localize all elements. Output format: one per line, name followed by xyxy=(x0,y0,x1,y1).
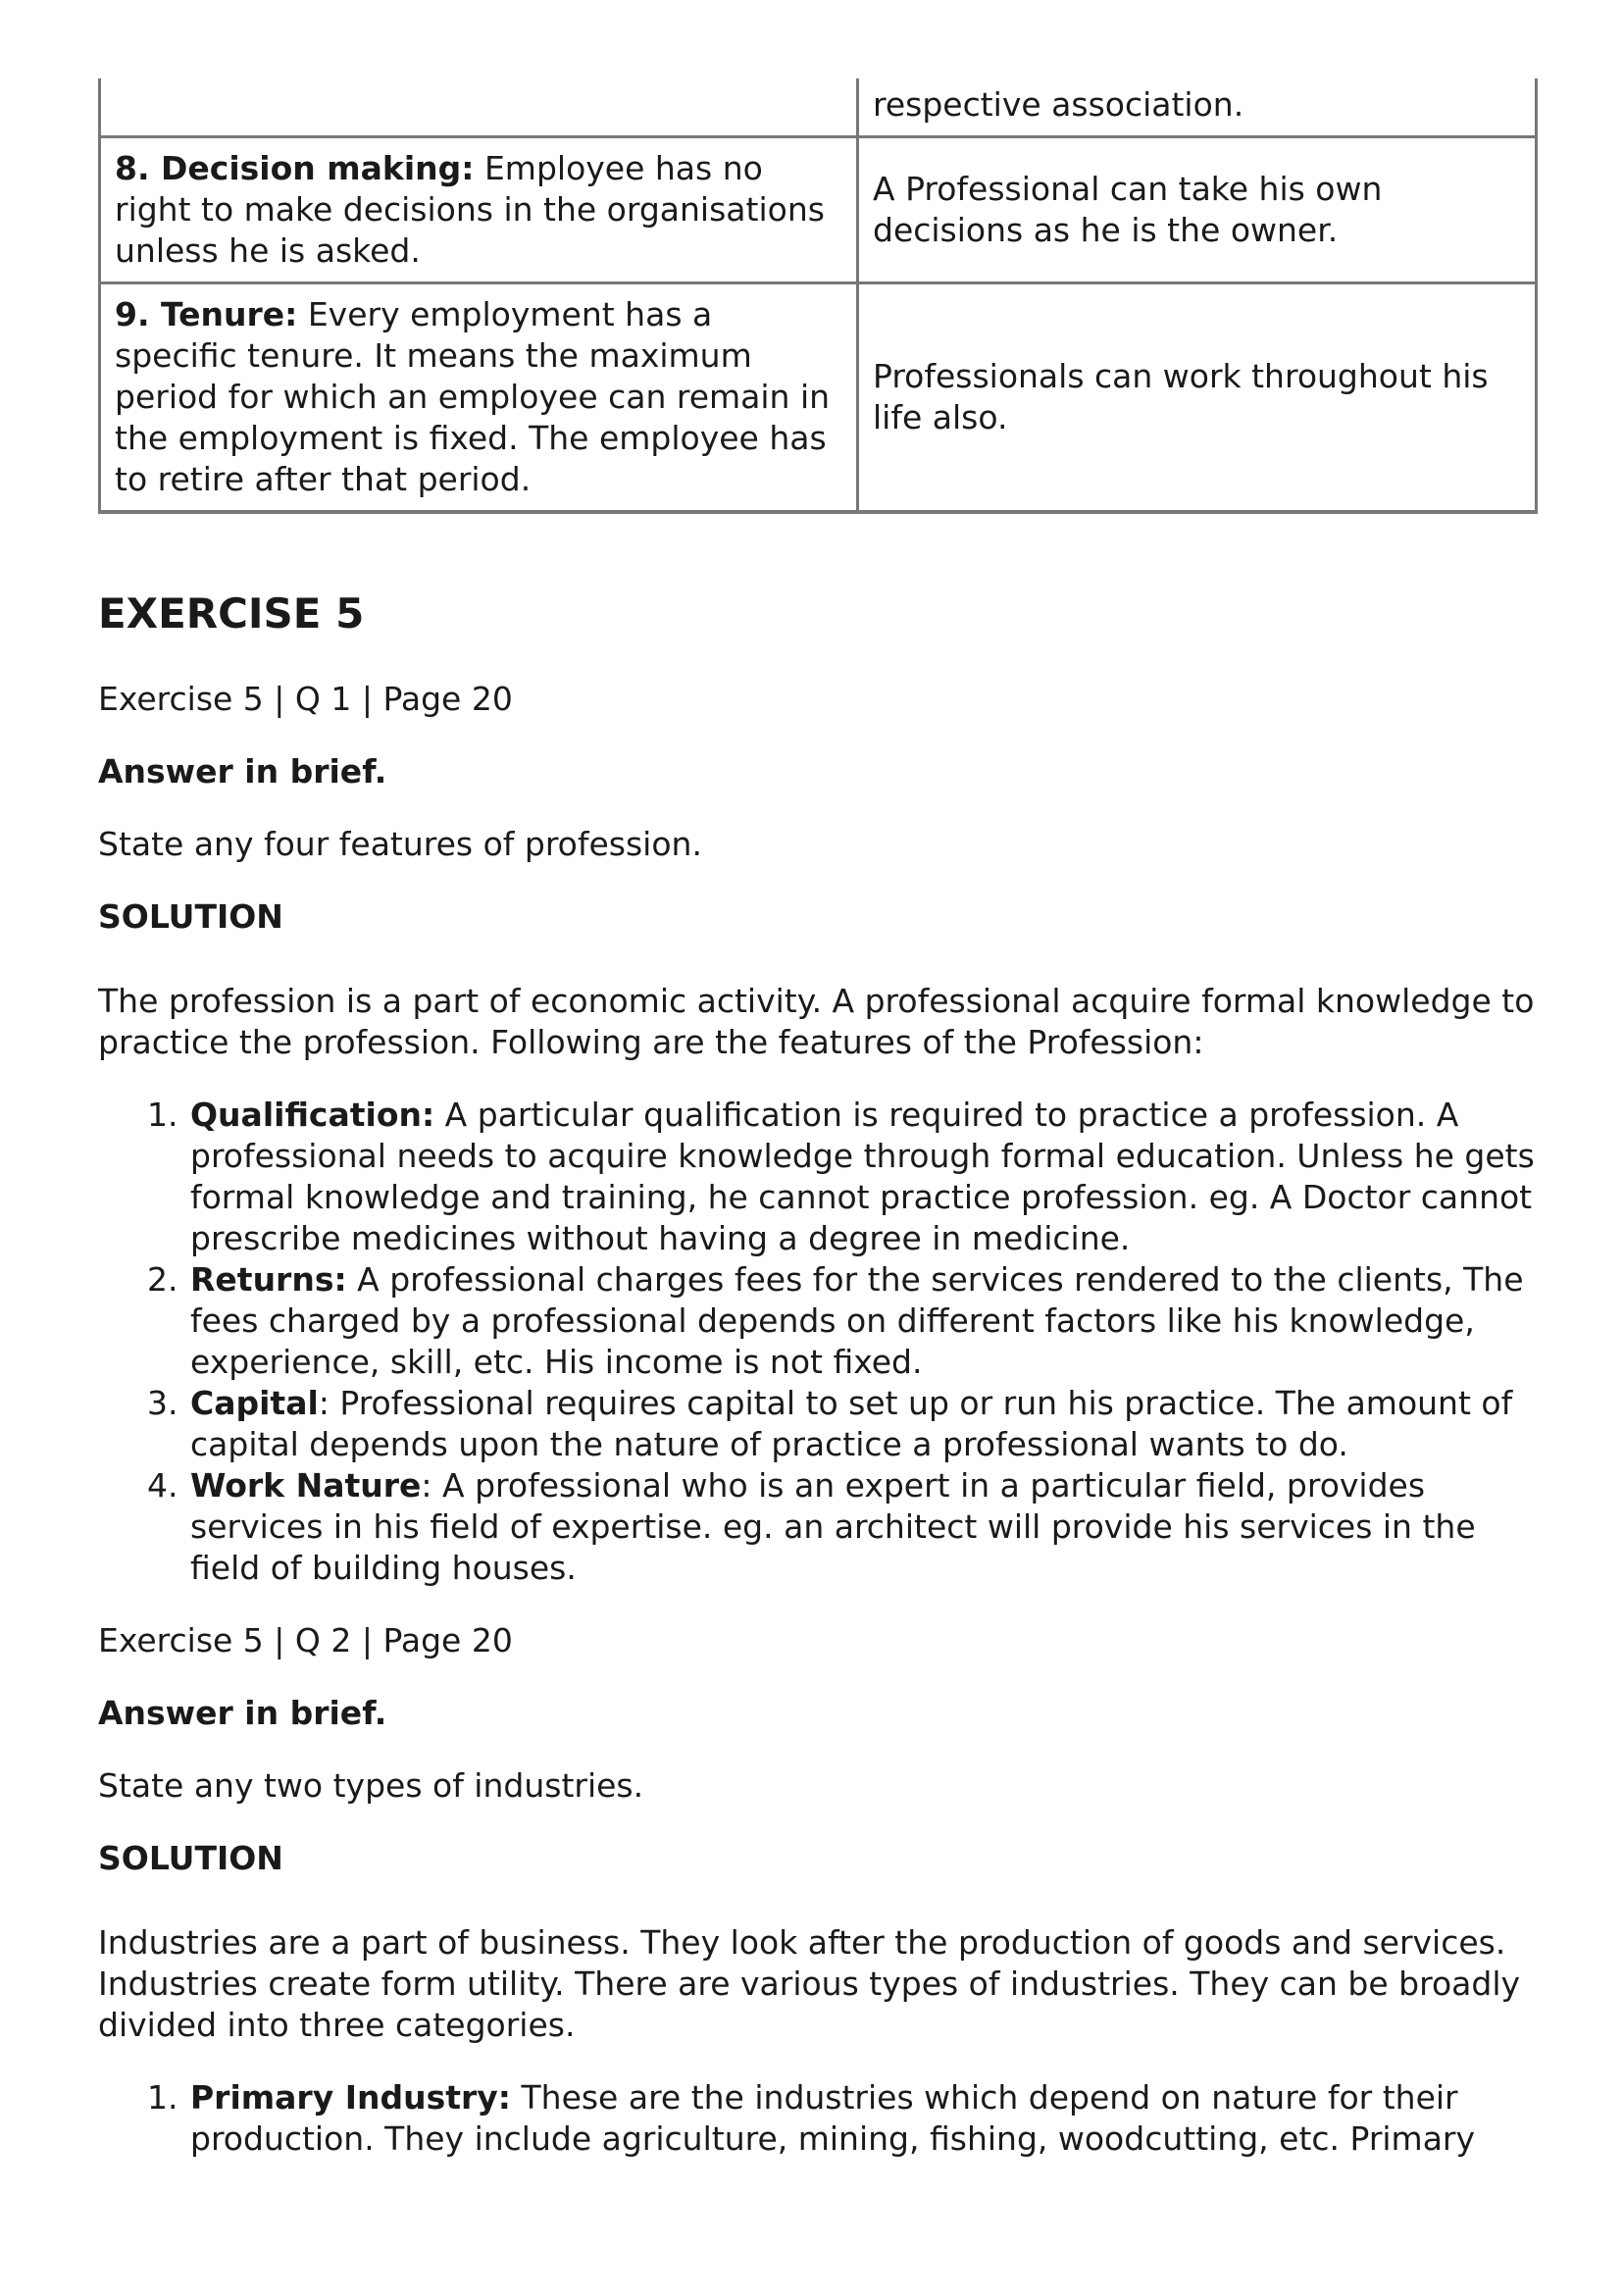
question-ref: Exercise 5 | Q 2 | Page 20 xyxy=(98,1621,513,1659)
table-row xyxy=(101,138,1535,284)
item-label: Work Nature xyxy=(190,1466,422,1505)
question-instruction: Answer in brief. xyxy=(98,1694,387,1732)
list-item xyxy=(188,1383,1540,1465)
cell-text: Every employment has a specific tenure. It means the maximum period for which an employee can remain in the employment is fixed. The employee has to retire after that period. xyxy=(115,295,831,498)
exercise-heading: EXERCISE 5 xyxy=(98,589,365,638)
question-text: State any two types of industries. xyxy=(98,1766,644,1805)
item-label: Qualification: xyxy=(190,1096,435,1134)
solution-intro: Industries are a part of business. They look after the production of goods and services. Industries create form utility. There are various types of industries. They can be broadly divided into three categories. xyxy=(98,1923,1521,2044)
item-text: A professional charges fees for the services rendered to the clients, The fees charged by a professional depends on different factors like his knowledge, experience, skill, etc. His income is not fixed. xyxy=(190,1260,1524,1381)
item-text: : A professional who is an expert in a particular field, provides services in his field of expertise. eg. an architect will provide his services in the field of building houses. xyxy=(190,1466,1476,1587)
list-item xyxy=(188,1465,1540,1589)
cell-label: 9. Tenure: xyxy=(115,295,298,333)
cell-text: Professionals can work throughout his life also. xyxy=(873,357,1489,436)
cell-text: Employee has no right to make decisions in the organisations unless he is asked. xyxy=(115,149,825,270)
table-row xyxy=(101,78,1535,138)
table-cell-right xyxy=(859,138,1535,284)
table-row xyxy=(101,284,1535,510)
question-instruction: Answer in brief. xyxy=(98,752,387,791)
list-item xyxy=(188,1259,1540,1383)
question-text: State any four features of profession. xyxy=(98,825,702,863)
solution-label: SOLUTION xyxy=(98,897,283,936)
table-cell-left xyxy=(101,78,859,138)
solution-intro: The profession is a part of economic activity. A professional acquire formal knowledge to practice the profession. Following are the features of the Profession: xyxy=(98,982,1535,1061)
list-item xyxy=(188,1095,1540,1259)
table-cell-right xyxy=(859,284,1535,510)
solution-label: SOLUTION xyxy=(98,1839,283,1877)
exercise-section xyxy=(98,588,1540,2191)
cell-label: 8. Decision making: xyxy=(115,149,475,187)
cell-text: A Professional can take his own decisions as he is the owner. xyxy=(873,170,1383,249)
item-text: These are the industries which depend on nature for their production. They include agriculture, mining, fishing, woodcutting, etc. Primary xyxy=(190,2078,1476,2158)
industries-list xyxy=(98,2077,1540,2160)
item-label: Returns: xyxy=(190,1260,347,1299)
question-ref: Exercise 5 | Q 1 | Page 20 xyxy=(98,680,513,718)
item-text: : Professional requires capital to set up or run his practice. The amount of capital depends upon the nature of practice a professional wants to do. xyxy=(190,1384,1513,1463)
item-label: Primary Industry: xyxy=(190,2078,511,2117)
table-cell-right xyxy=(859,78,1535,138)
comparison-table xyxy=(98,78,1538,514)
table-cell-left xyxy=(101,138,859,284)
item-label: Capital xyxy=(190,1384,319,1422)
table-cell-left xyxy=(101,284,859,510)
cell-text: respective association. xyxy=(873,85,1244,124)
list-item xyxy=(188,2077,1540,2160)
features-list xyxy=(98,1095,1540,1589)
item-text: A particular qualification is required to practice a profession. A professional needs to acquire knowledge through formal education. Unless he gets formal knowledge and training, he cannot practice profession. eg. A Doctor cannot prescribe medicines without having a degree in medicine. xyxy=(190,1096,1535,1257)
